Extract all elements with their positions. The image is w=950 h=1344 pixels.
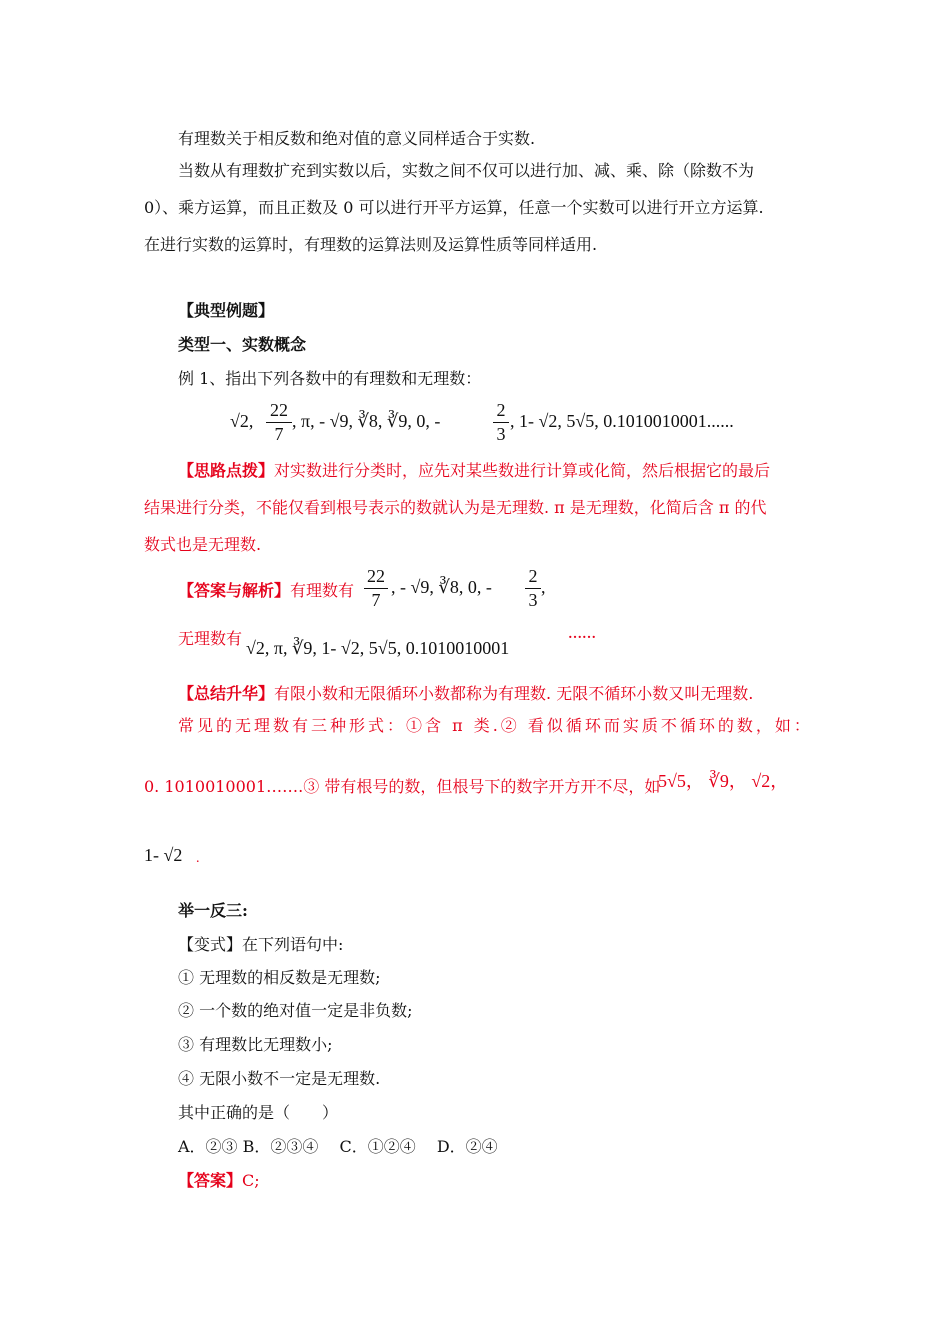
fraction-denominator: 3 bbox=[528, 590, 538, 610]
rational-prefix: 有理数有 bbox=[290, 581, 355, 600]
hint-line-3: 数式也是无理数. bbox=[144, 535, 262, 554]
statement-2: ② 一个数的绝对值一定是非负数; bbox=[178, 1001, 413, 1020]
question-text: 其中正确的是（ ） bbox=[178, 1103, 339, 1122]
variant-heading: 【变式】在下列语句中: bbox=[178, 935, 344, 954]
practice-answer-label: 【答案】 bbox=[178, 1171, 243, 1190]
irrational-dots: …… bbox=[568, 627, 596, 642]
practice-title: 举一反三: bbox=[178, 901, 248, 920]
fraction-numerator: 2 bbox=[528, 566, 538, 586]
answer-rational-list: , - √9, ∛8, 0, - bbox=[391, 577, 492, 597]
fraction-bar bbox=[266, 422, 292, 423]
type-1-heading: 类型一、实数概念 bbox=[178, 335, 307, 354]
summary-radicals: 5√5， ∛9， √2， bbox=[658, 771, 789, 791]
fraction-numerator: 22 bbox=[367, 566, 385, 586]
summary-period: . bbox=[196, 851, 200, 866]
statement-1: ① 无理数的相反数是无理数; bbox=[178, 968, 381, 987]
hint-label: 【思路点拨】 bbox=[178, 461, 275, 480]
fraction-numerator: 22 bbox=[270, 400, 288, 420]
paragraph-1: 有理数关于相反数和绝对值的意义同样适合于实数. bbox=[178, 129, 536, 148]
irrational-prefix: 无理数有 bbox=[178, 629, 243, 648]
fraction-bar bbox=[525, 588, 541, 589]
fraction-denominator: 7 bbox=[371, 590, 381, 610]
answer-rational-line bbox=[178, 580, 354, 602]
paragraph-2-line-1: 当数从有理数扩充到实数以后，实数之间不仅可以进行加、减、乘、除（除数不为 bbox=[178, 161, 755, 180]
answer-fraction-2-3 bbox=[525, 566, 541, 611]
answer-fraction-22-7 bbox=[364, 566, 388, 611]
fraction-bar bbox=[364, 588, 388, 589]
example-fraction-22-7 bbox=[266, 400, 292, 445]
fraction-numerator: 2 bbox=[496, 400, 506, 420]
hint-text-1: 对实数进行分类时，应先对某些数进行计算或化简，然后根据它的最后 bbox=[274, 461, 771, 480]
answer-options: A．②③ B．②③④ C．①②④ D．②④ bbox=[178, 1137, 498, 1156]
statement-4: ④ 无限小数不一定是无理数. bbox=[178, 1069, 381, 1088]
summary-line-2: 常见的无理数有三种形式：①含 π 类.② 看似循环而实质不循环的数，如： bbox=[178, 716, 813, 735]
fraction-denominator: 7 bbox=[274, 424, 284, 444]
irrational-list: √2, π, ∛9, 1- √2, 5√5, 0.1010010001 bbox=[246, 638, 510, 658]
example-numbers-middle: , π, - √9, ∛8, ∛9, 0, - bbox=[292, 411, 441, 431]
practice-answer-value: C; bbox=[242, 1171, 260, 1190]
fraction-bar bbox=[493, 422, 509, 423]
summary-line-3: 0. 1010010001…….③ 带有根号的数，但根号下的数字开方开不尽，如 bbox=[144, 777, 661, 796]
practice-answer bbox=[178, 1170, 260, 1192]
section-title: 【典型例题】 bbox=[178, 301, 275, 320]
paragraph-2-line-3: 在进行实数的运算时，有理数的运算法则及运算性质等同样适用. bbox=[144, 235, 598, 254]
paragraph-2-line-2: 0）、乘方运算，而且正数及 0 可以进行开平方运算，任意一个实数可以进行开立方运算. bbox=[144, 198, 764, 217]
fraction-denominator: 3 bbox=[496, 424, 506, 444]
example-fraction-2-3 bbox=[493, 400, 509, 445]
summary-label: 【总结升华】 bbox=[178, 684, 275, 703]
answer-rational-end: , bbox=[541, 577, 546, 597]
example-numbers-tail: , 1- √2, 5√5, 0.1010010001...... bbox=[510, 411, 734, 431]
summary-text-1: 有限小数和无限循环小数都称为有理数. 无限不循环小数又叫无理数. bbox=[274, 684, 754, 703]
summary-1-minus-sqrt2: 1- √2 bbox=[144, 845, 183, 865]
example-numbers-sqrt2: √2, bbox=[230, 411, 254, 431]
hint-line-1 bbox=[178, 460, 770, 482]
summary-line-1 bbox=[178, 683, 753, 705]
example-1-prompt: 例 1、指出下列各数中的有理数和无理数： bbox=[178, 369, 482, 388]
hint-line-2: 结果进行分类，不能仅看到根号表示的数就认为是无理数. π 是无理数，化简后含 π 的代 bbox=[144, 498, 767, 517]
answer-label: 【答案与解析】 bbox=[178, 581, 291, 600]
statement-3: ③ 有理数比无理数小; bbox=[178, 1035, 333, 1054]
